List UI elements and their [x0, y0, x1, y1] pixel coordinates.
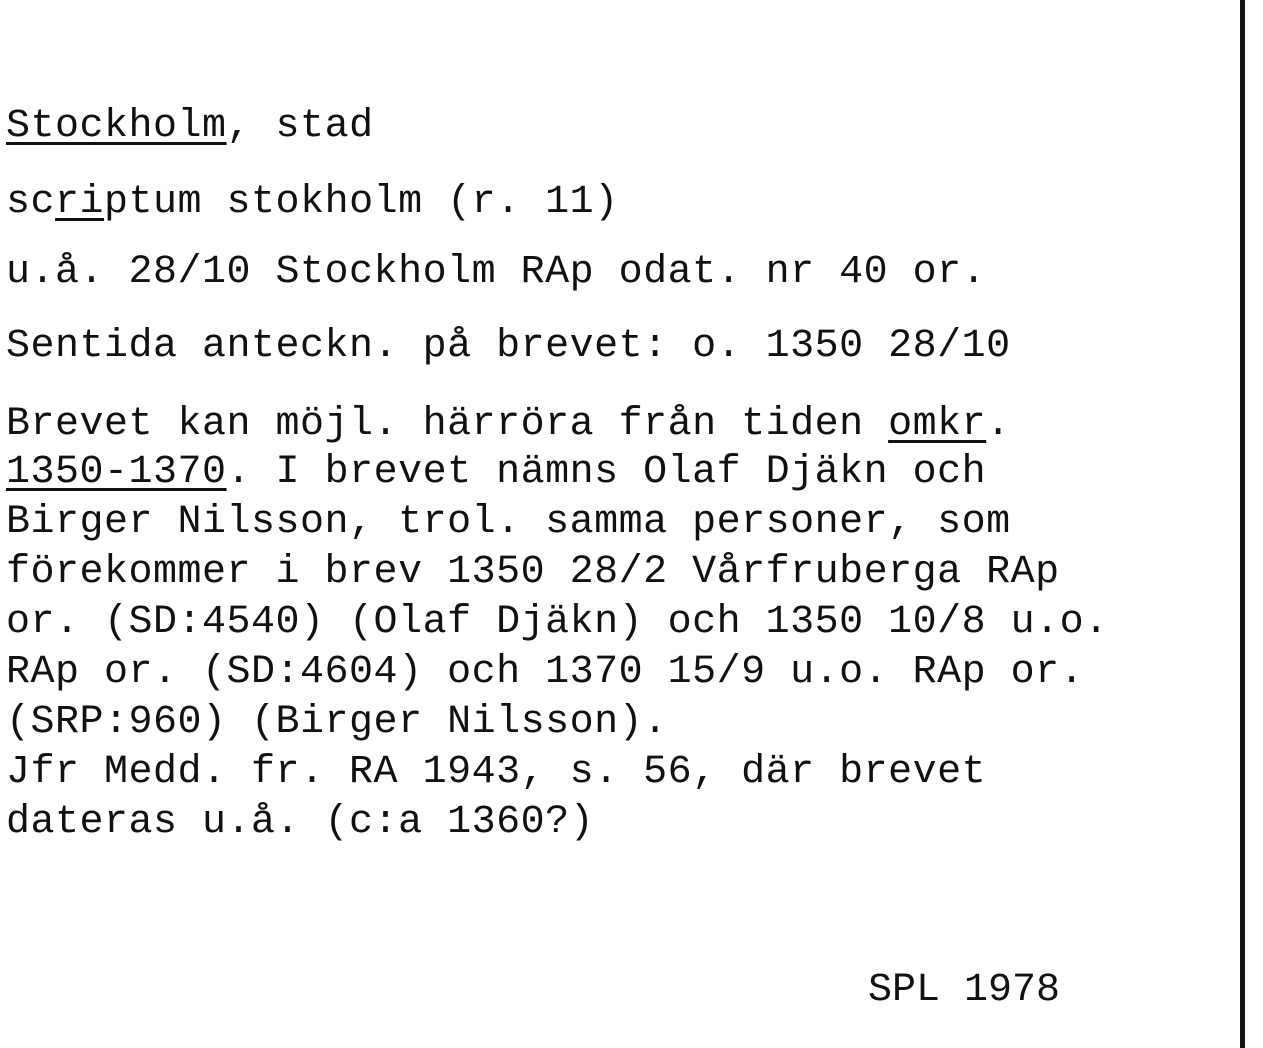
paragraph-line-1-post: . [986, 402, 1011, 447]
paragraph-line-4: förekommer i brev 1350 28/2 Vårfruberga RAp [6, 550, 1060, 595]
paragraph-line-5: or. (SD:4540) (Olaf Djäkn) och 1350 10/8 u.o. [6, 600, 1109, 645]
paragraph-line-2 [6, 448, 986, 498]
heading-place: Stockholm [6, 104, 227, 149]
heading-rest: , stad [226, 104, 374, 149]
card-edge-line [1240, 0, 1245, 1048]
date-line: u.å. 28/10 Stockholm RAp odat. nr 40 or. [6, 250, 987, 295]
paragraph-line-1-pre: Brevet kan möjl. härröra från tiden [6, 402, 889, 447]
note-line: Sentida anteckn. på brevet: o. 1350 28/10 [6, 324, 1011, 369]
scriptum-underlined: ri [55, 180, 105, 225]
signature: SPL 1978 [868, 968, 1061, 1013]
scriptum-post: ptum stokholm (r. 11) [104, 180, 619, 225]
paragraph-line-7: (SRP:960) (Birger Nilsson). [6, 700, 668, 745]
scriptum-pre: sc [6, 180, 56, 225]
paragraph-line-2-post: . I brevet nämns Olaf Djäkn och [226, 450, 987, 495]
scriptum-line [6, 178, 619, 228]
paragraph-line-3: Birger Nilsson, trol. samma personer, som [6, 500, 1011, 545]
paragraph-line-9: dateras u.å. (c:a 1360?) [6, 800, 595, 845]
paragraph-line-2-underlined: 1350-1370 [6, 450, 227, 495]
paragraph-line-1 [6, 400, 1011, 450]
card-heading [6, 102, 374, 152]
paragraph-line-8: Jfr Medd. fr. RA 1943, s. 56, där brevet [6, 750, 987, 795]
paragraph-line-6: RAp or. (SD:4604) och 1370 15/9 u.o. RAp or. [6, 650, 1085, 695]
paragraph-line-1-underlined: omkr [888, 402, 987, 447]
